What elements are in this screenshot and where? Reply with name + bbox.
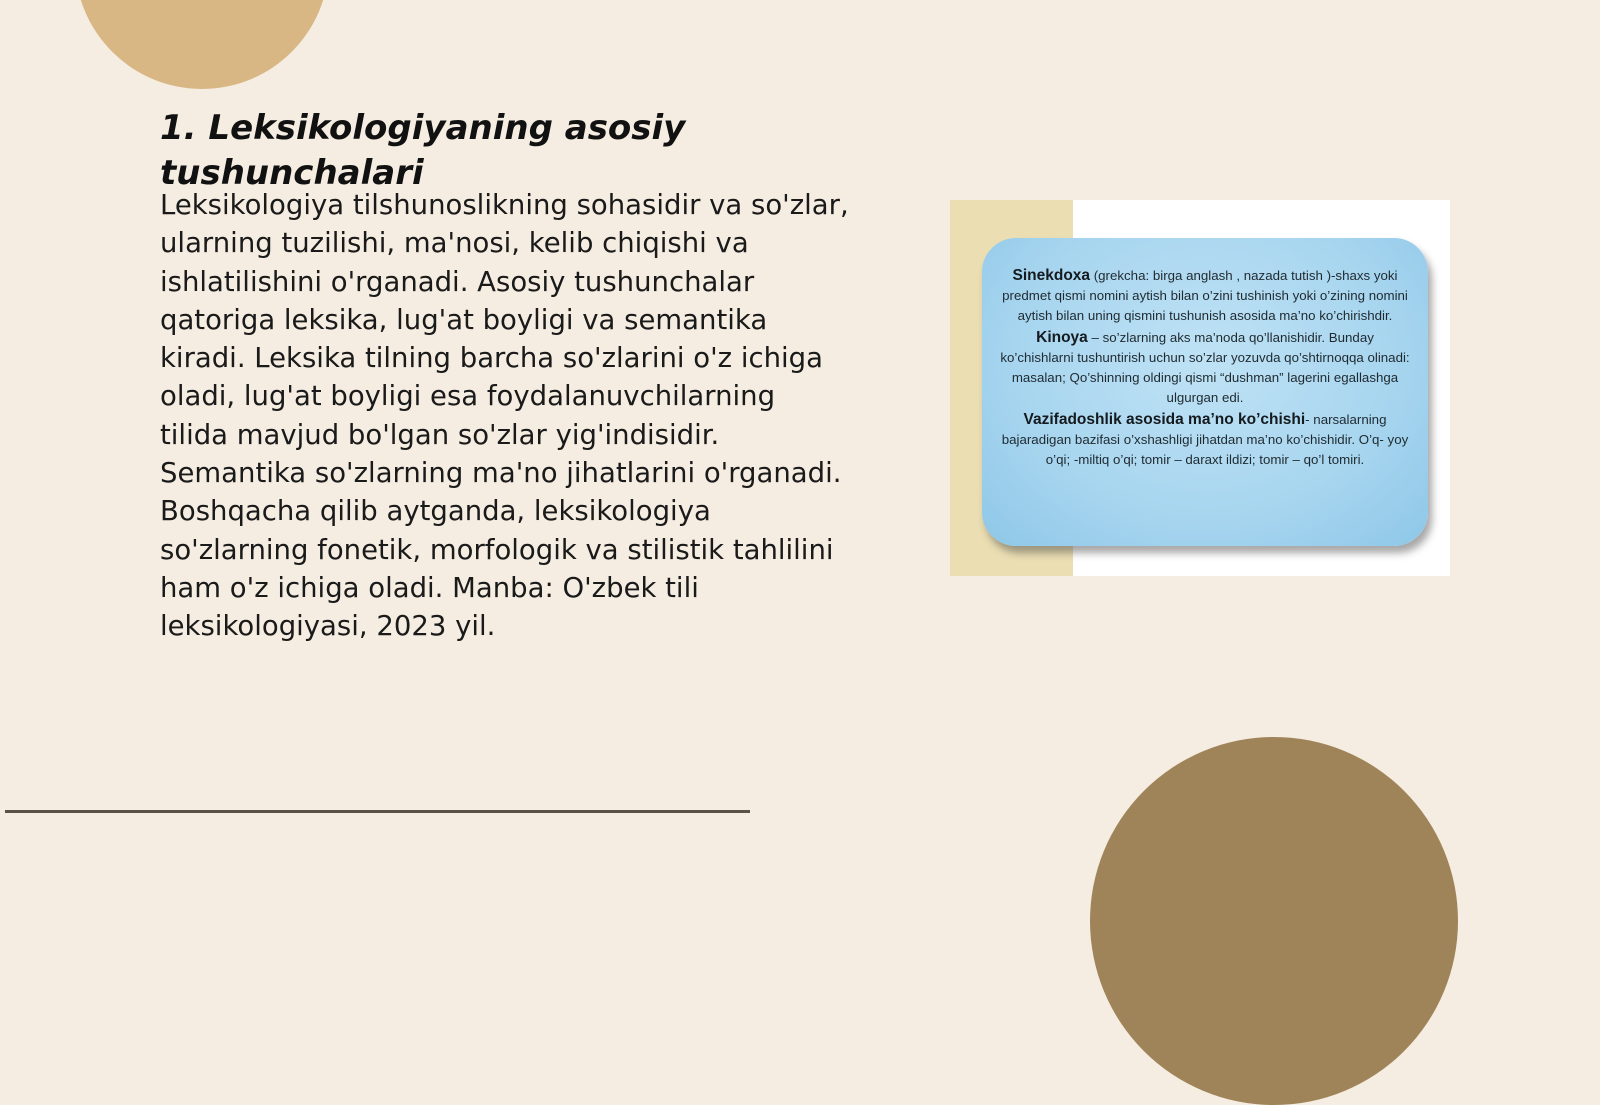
definition-text: (grekcha: birga anglash , nazada tutish )-shaxs yoki predmet qismi nomini aytish bilan o’zini tushinish yoki o’zining nomini aytish bilan uning qismini tushunish asosida ma’no ko’chirishdir. <box>1002 268 1408 323</box>
definition-figure <box>950 200 1450 576</box>
definition-term: Vazifadoshlik asosida ma’no ko’chishi <box>1023 411 1306 428</box>
definition-term: Kinoya <box>1036 329 1088 346</box>
decorative-circle-bottom <box>1090 737 1458 1105</box>
definition-card <box>982 238 1428 546</box>
slide-title: 1. Leksikologiyaning asosiy tushunchalari <box>160 108 686 193</box>
definition-text: – so’zlarning aks ma’noda qo’llanishidir. Bunday ko’chishlarni tushuntirish uchun so’zlar yozuvda qo’shtirnoqqa olinadi: masalan; Qo’shinning oldingi qismi “dushman” lagerini egallashga ulgurgan edi. <box>1000 330 1410 405</box>
definition-term: Sinekdoxa <box>1012 267 1091 284</box>
divider-line <box>5 810 750 813</box>
definition-entry-kinoya <box>1000 328 1410 408</box>
decorative-circle-top <box>75 0 329 89</box>
definition-text: - narsalarning bajaradigan bazifasi o’xshashligi jihatdan ma’no ko’chishidir. O’q- yoy o’qi; -miltiq o’qi; tomir – daraxt ildizi; tomir – qo’l tomiri. <box>1001 412 1409 467</box>
definition-entry-sinekdoxa <box>1000 266 1410 326</box>
definition-entry-vazifadoshlik <box>1000 410 1410 470</box>
slide-body-text: Leksikologiya tilshunoslikning sohasidir va so'zlar, ularning tuzilishi, ma'nosi, kelib chiqishi va ishlatilishini o'rganadi. Asosiy tushunchalar qatoriga leksika, lug'at boyligi va semantika kiradi. Leksika tilning barcha so'zlarini o'z ichiga oladi, lug'at boyligi esa foydalanuvchilarning tilida mavjud bo'lgan so'zlar yig'indisidir. Semantika so'zlarning ma'no jihatlarini o'rganadi. Boshqacha qilib aytganda, leksikologiya so'zlarning fonetik, morfologik va stilistik tahlilini ham o'z ichiga oladi. Manba: O'zbek tili leksikologiyasi, 2023 yil. <box>160 189 849 643</box>
